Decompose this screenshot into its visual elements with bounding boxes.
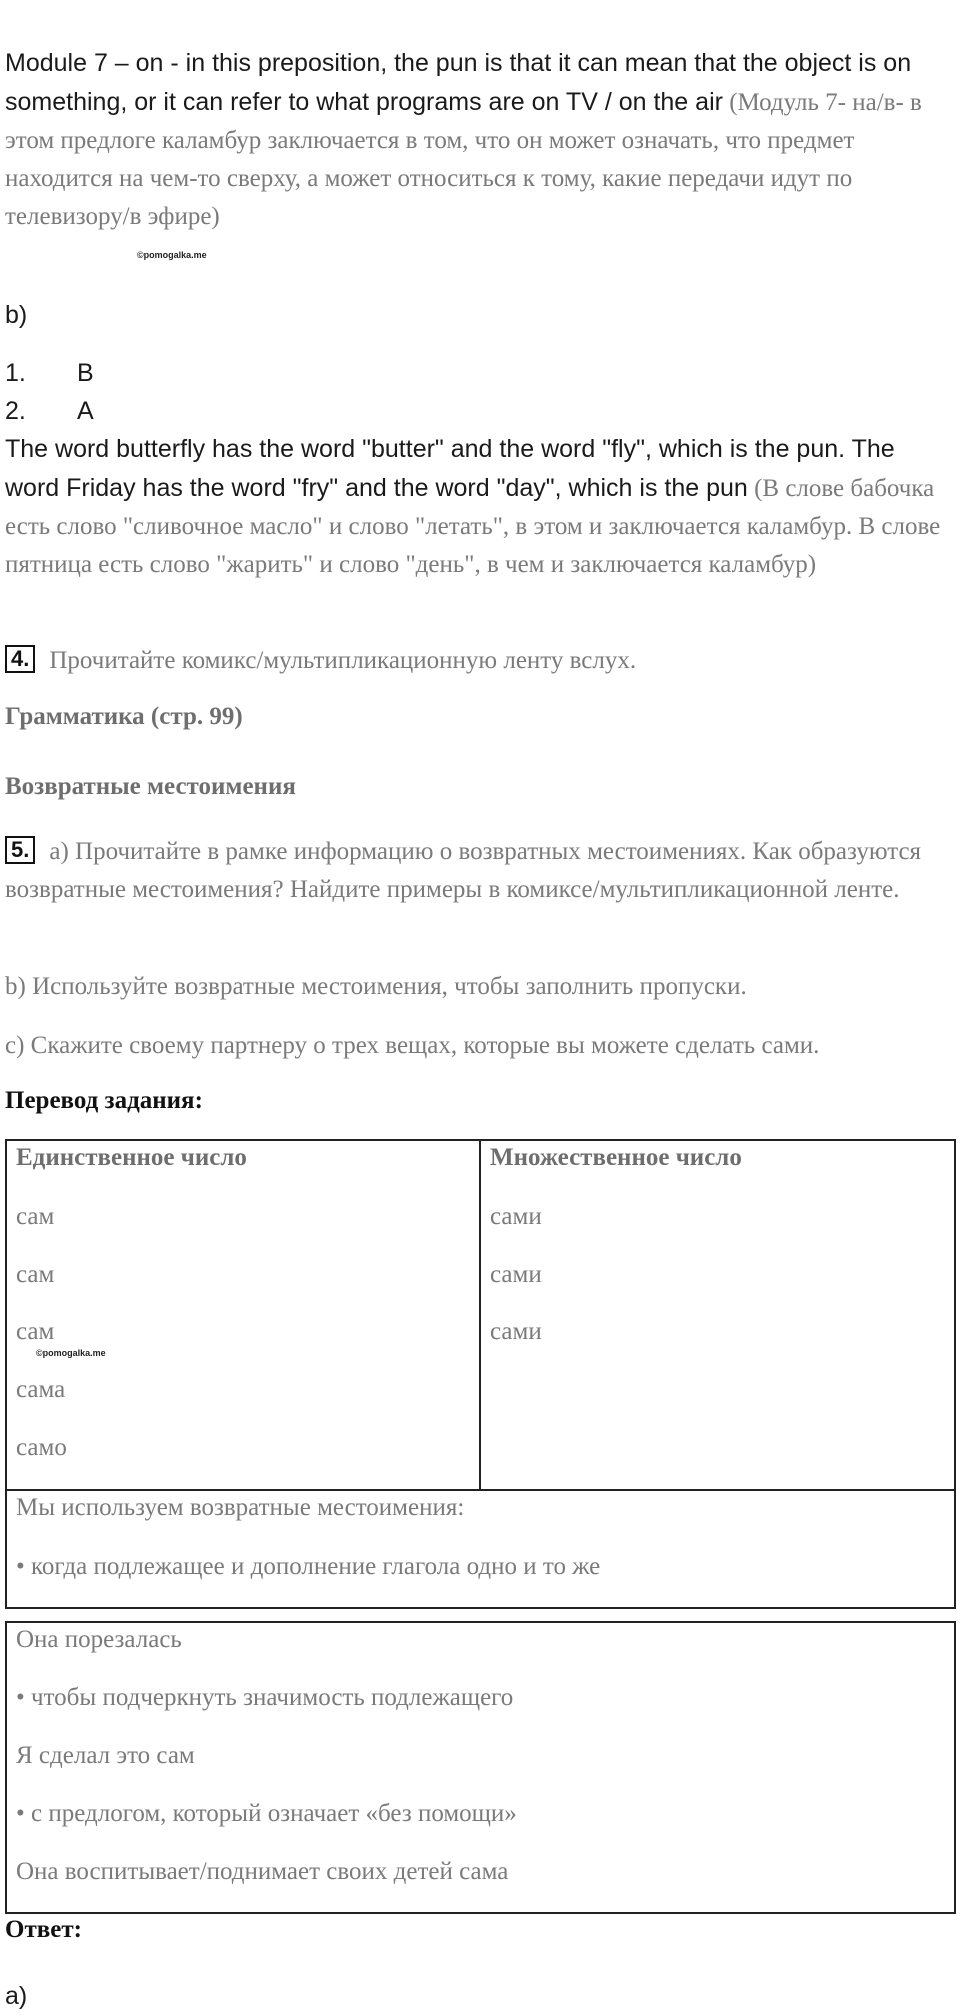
reflexive-heading: Возвратные местоимения — [5, 773, 296, 800]
plural-header: Множественное число — [490, 1144, 742, 1171]
item-number: 1. — [5, 359, 26, 387]
singular-cell: сам — [16, 1261, 55, 1288]
usage-rule-2: • чтобы подчеркнуть значимость подлежащего — [16, 1684, 514, 1711]
part-b-label: b) — [5, 301, 28, 329]
example-line: Она воспитывает/поднимает своих детей сама — [16, 1858, 509, 1885]
singular-cell: сама — [16, 1376, 66, 1403]
task4-number: 4. — [5, 645, 35, 673]
task5-b: b) Используйте возвратные местоимения, чтобы заполнить пропуски. — [5, 973, 747, 1000]
singular-cell: сам — [16, 1203, 55, 1230]
usage-rule-3: • с предлогом, который означает «без помощи» — [16, 1800, 517, 1827]
singular-cell: сам — [16, 1318, 55, 1345]
task5-a-text: a) Прочитайте в рамке информацию о возвратных местоимениях. Как образуются возвратные местоимения? Найдите примеры в комиксе/мультипликационной ленте. — [5, 838, 922, 903]
item-value: A — [77, 397, 94, 425]
singular-cell: само — [16, 1434, 67, 1461]
table-column-divider — [479, 1139, 481, 1491]
task4-text: Прочитайте комикс/мультипликационную ленту вслух. — [49, 647, 637, 674]
task5-number: 5. — [5, 836, 35, 864]
task5-a — [5, 833, 955, 909]
example-line: Я сделал это сам — [16, 1742, 195, 1769]
translation-heading: Перевод задания: — [5, 1087, 203, 1114]
plural-cell: сами — [490, 1203, 542, 1230]
task4-line — [5, 642, 955, 680]
module7-paragraph — [5, 44, 955, 236]
plural-cell: сами — [490, 1261, 542, 1288]
part-b-item-2 — [5, 392, 94, 430]
butterfly-paragraph — [5, 430, 955, 584]
item-value: B — [77, 359, 94, 387]
usage-intro: Мы используем возвратные местоимения: — [16, 1494, 465, 1521]
butterfly-english: The word butterfly has the word "butter" and the word "fly", which is the pun. The word Friday has the word "fry" and the word "day", which is the pun — [5, 435, 895, 502]
watermark-table: ©pomogalka.me — [36, 1348, 106, 1358]
watermark-top: ©pomogalka.me — [137, 250, 207, 260]
table-row-divider — [5, 1489, 956, 1491]
butterfly-russian: (В слове бабочка есть слово "сливочное масло" и слово "летать", в этом и заключается каламбур. В слове пятница есть слово "жарить" и слово "день", в чем и заключается каламбур) — [5, 475, 941, 578]
example-line: Она порезалась — [16, 1626, 182, 1653]
module7-english: Module 7 – on - in this preposition, the pun is that it can mean that the object is on something, or it can refer to what programs are on TV / on the air — [5, 49, 912, 116]
answer-heading: Ответ: — [5, 1916, 82, 1943]
grammar-heading: Грамматика (стр. 99) — [5, 703, 243, 730]
part-b-item-1 — [5, 354, 94, 392]
module7-russian: (Модуль 7- на/в- в этом предлоге каламбур заключается в том, что он может означать, что предмет находится на чем-то сверху, а может относиться к тому, какие передачи идут по телевизору/в эфире) — [5, 89, 922, 230]
plural-cell: сами — [490, 1318, 542, 1345]
singular-header: Единственное число — [16, 1144, 247, 1171]
item-number: 2. — [5, 397, 26, 425]
usage-rule-1: • когда подлежащее и дополнение глагола одно и то же — [16, 1553, 601, 1580]
task5-c: c) Скажите своему партнеру о трех вещах, которые вы можете сделать сами. — [5, 1032, 820, 1059]
answer-a-label: a) — [5, 1982, 28, 2010]
